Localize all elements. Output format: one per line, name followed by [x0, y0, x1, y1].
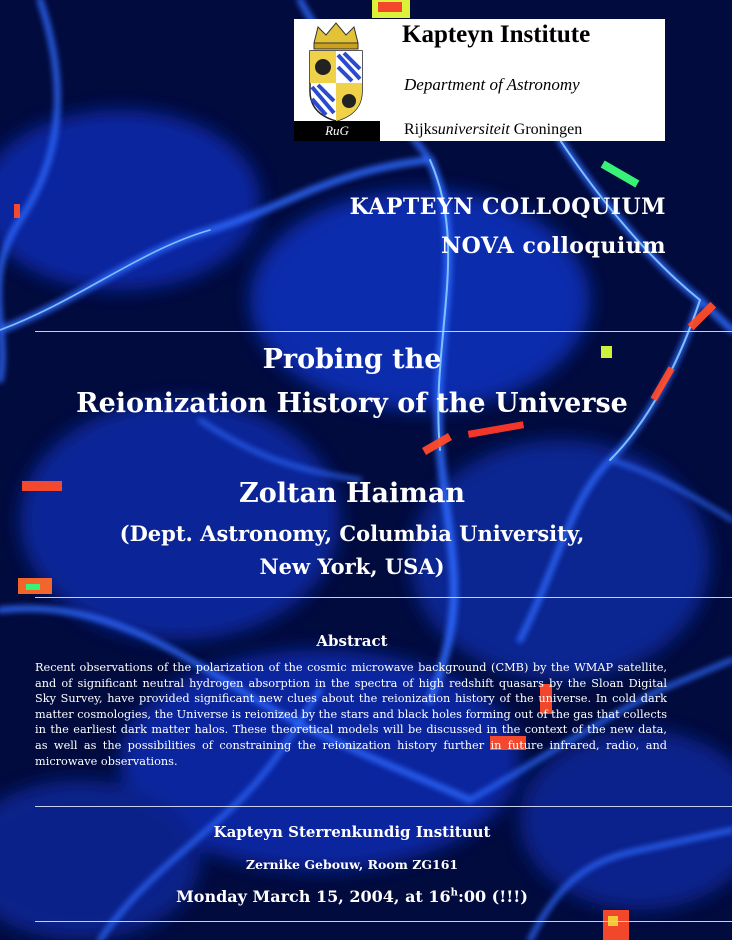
- colloquium-title: KAPTEYN COLLOQUIUM: [349, 194, 666, 220]
- institute-logo-box: [294, 19, 665, 141]
- divider: [35, 597, 732, 598]
- speaker-name: Zoltan Haiman: [239, 478, 465, 509]
- room: Zernike Gebouw, Room ZG161: [245, 857, 459, 872]
- divider: [35, 806, 732, 807]
- talk-title-line1: Probing the: [262, 344, 442, 375]
- divider: [35, 921, 732, 922]
- colloquium-subtitle: NOVA colloquium: [441, 233, 666, 259]
- university-name: Rijksuniversiteit Groningen: [404, 121, 583, 138]
- abstract-heading: Abstract: [316, 632, 388, 650]
- talk-title-line2: Reionization History of the Universe: [76, 388, 628, 419]
- speaker-affiliation-line1: (Dept. Astronomy, Columbia University,: [119, 521, 585, 546]
- speaker-affiliation-line2: New York, USA): [259, 554, 445, 579]
- date-time: Monday March 15, 2004, at 16$^h$:00 (!!!): [176, 887, 528, 906]
- rug-seal-label: RuG: [294, 121, 380, 141]
- divider: [35, 331, 732, 332]
- venue: Kapteyn Sterrenkundig Instituut: [213, 823, 491, 841]
- institute-name: Kapteyn Institute: [402, 21, 591, 48]
- abstract-text: Recent observations of the polarization of the cosmic microwave background (CMB) by the WMAP satellite, and of significant neutral hydrogen absorption in the spectra of high redshift quasars by the Sloan Digital Sky Survey, have provided significant new clues about the reionization history of the universe. In cold dark matter cosmologies, the Universe is reionized by the stars and black holes forming out of the gas that collects in the earliest dark matter halos. These theoretical models will be discussed in the context of the new data, as well as the possibilities of constraining the reionization history further in future infrared, radio, and microwave observations.: [35, 661, 667, 768]
- department-name: Department of Astronomy: [404, 75, 580, 94]
